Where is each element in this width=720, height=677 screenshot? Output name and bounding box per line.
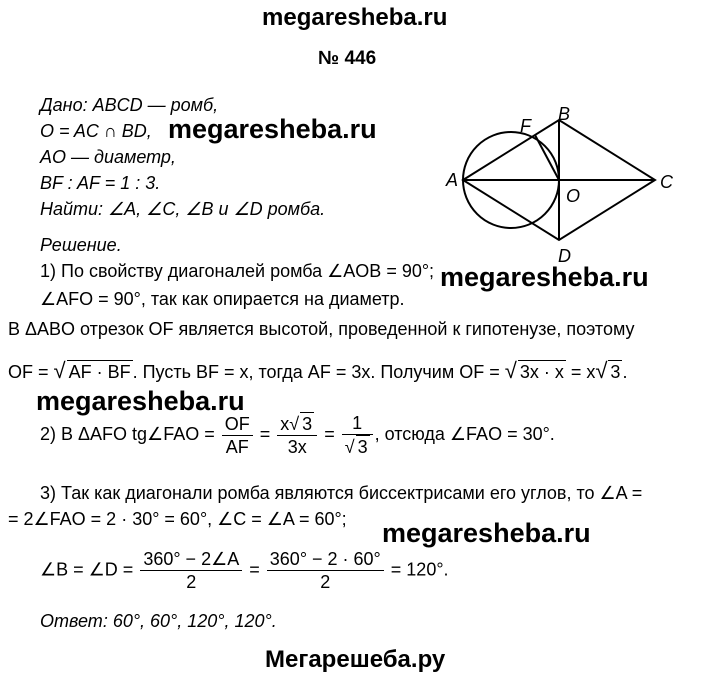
fraction-of-af-denominator: AF — [225, 436, 249, 457]
fraction-sqrt3-denominator — [342, 435, 373, 458]
fraction-xsqrt3-numerator — [277, 412, 317, 436]
find-label: Найти — [40, 199, 99, 219]
answer-line — [40, 610, 277, 632]
step-1d-end: . — [622, 362, 628, 382]
given-label: Дано — [40, 95, 83, 115]
fraction-of-af — [222, 413, 253, 458]
find-text: : ∠A, ∠C, ∠B и ∠D ромба. — [98, 199, 326, 219]
rhombus-figure — [440, 100, 690, 270]
label-o: O — [566, 186, 581, 206]
step-2-eq-2: = — [324, 423, 335, 444]
fraction-60-numerator: 360° − 2 · 60° — [267, 548, 384, 571]
step-1a: 1) По свойству диагоналей ромба ∠AOB = 90°; — [40, 261, 435, 281]
sqrt-3x-x: 3x · x — [519, 362, 564, 382]
given-line-3: AO — диаметр, — [40, 147, 176, 167]
answer-text: : 60°, 60°, 120°, 120°. — [102, 611, 277, 631]
step-1d-eq: = x — [565, 362, 596, 382]
given-line-1 — [40, 94, 218, 116]
site-header: megaresheba.ru — [262, 4, 448, 31]
segment-of — [535, 135, 559, 180]
label-b: B — [558, 104, 571, 124]
numerator-x: x — [280, 414, 290, 434]
sqrt-symbol-5: √ — [344, 437, 355, 457]
label-a: A — [446, 170, 459, 190]
step-2-end: , отсюда ∠FAO = 30°. — [374, 423, 555, 444]
fraction-xsqrt3-3x — [277, 412, 317, 458]
step-3c-eq: = — [249, 559, 260, 580]
site-footer: Мегарешеба.ру — [265, 646, 446, 673]
step-3c-prefix: ∠B = ∠D = — [40, 559, 134, 580]
given-line-5 — [40, 198, 325, 220]
sqrt-symbol-3: √ — [595, 358, 608, 383]
step-1c: В ΔABO отрезок OF является высотой, проведенной к гипотенузе, поэтому — [8, 319, 635, 339]
fraction-1-sqrt3 — [342, 412, 373, 458]
sqrt-symbol-2: √ — [504, 358, 517, 383]
step-1d-middle: . Пусть BF = x, тогда AF = 3x. Получим OF = — [132, 362, 500, 382]
given-line-4: BF : AF = 1 : 3. — [40, 173, 161, 193]
step-2-prefix: 2) В ΔAFO tg∠FAO = — [40, 423, 215, 444]
sqrt-symbol-1: √ — [53, 358, 66, 383]
sqrt-af-bf: AF · BF — [68, 362, 131, 382]
fraction-1-numerator: 1 — [342, 412, 373, 435]
step-1b: ∠AFO = 90°, так как опирается на диаметр. — [40, 289, 405, 309]
fraction-angle-a-numerator: 360° − 2∠A — [140, 548, 242, 571]
given-line-2: O = AC ∩ BD, — [40, 121, 152, 141]
given-text-1: : ABCD — ромб, — [82, 95, 219, 115]
label-c: C — [660, 172, 673, 192]
sqrt-3: 3 — [610, 362, 621, 382]
label-f: F — [520, 116, 531, 136]
fraction-of-af-numerator: OF — [222, 413, 253, 436]
denominator-sqrt-3: 3 — [357, 437, 368, 457]
step-2 — [40, 412, 555, 458]
numerator-sqrt-3: 3 — [302, 414, 313, 434]
step-3b: = 2∠FAO = 2 · 30° = 60°, ∠C = ∠A = 60°; — [8, 509, 347, 529]
of-eq-prefix: OF = — [8, 362, 49, 382]
fraction-angle-a-denominator: 2 — [186, 572, 197, 592]
fraction-angle-a — [140, 548, 242, 593]
step-3a: 3) Так как диагонали ромба являются биссектрисами его углов, то ∠A = — [40, 483, 643, 503]
problem-number: № 446 — [318, 48, 377, 69]
fraction-60-denominator: 2 — [320, 572, 331, 592]
watermark-2: megaresheba.ru — [440, 262, 649, 292]
step-1d — [8, 360, 627, 383]
label-d: D — [558, 246, 571, 266]
watermark-1: megaresheba.ru — [168, 114, 377, 144]
step-2-eq-1: = — [259, 423, 271, 444]
fraction-3x-denominator: 3x — [287, 437, 307, 457]
step-3c — [40, 548, 449, 593]
watermark-4: megaresheba.ru — [382, 518, 591, 548]
answer-label: Ответ — [40, 611, 103, 631]
step-3c-end: = 120°. — [390, 559, 449, 580]
watermark-3: megaresheba.ru — [36, 386, 245, 416]
solution-label: Решение. — [40, 235, 122, 255]
sqrt-symbol-4: √ — [289, 414, 300, 434]
fraction-60 — [267, 548, 384, 593]
